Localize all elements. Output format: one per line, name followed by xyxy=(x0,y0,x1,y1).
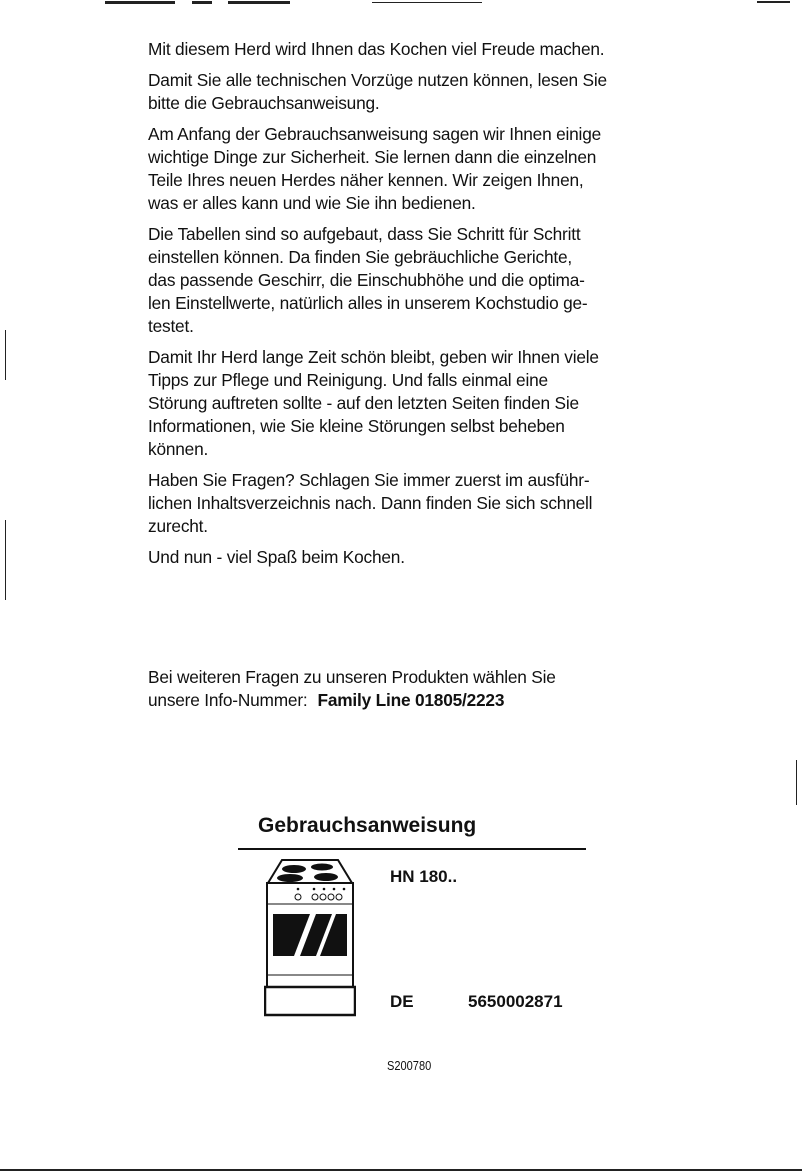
scan-edge-mark xyxy=(105,1,175,4)
contact-line-1: Bei weiteren Fragen zu unseren Produkten wählen Sie xyxy=(148,667,556,687)
country-code: DE xyxy=(390,992,414,1011)
scan-edge-mark xyxy=(757,1,790,3)
intro-paragraph: Mit diesem Herd wird Ihnen das Kochen viel Freude machen. xyxy=(148,39,605,59)
intro-paragraph: Und nun - viel Spaß beim Kochen. xyxy=(148,547,405,567)
scan-edge-mark xyxy=(796,760,797,805)
scan-edge-mark xyxy=(5,330,6,380)
title-rule xyxy=(238,848,586,850)
model-number: HN 180.. xyxy=(390,867,458,886)
intro-text xyxy=(148,38,688,577)
scan-edge-mark xyxy=(372,2,482,3)
contact-info xyxy=(148,666,556,712)
scan-edge-mark xyxy=(192,1,212,4)
intro-paragraph: Haben Sie Fragen? Schlagen Sie immer zuerst im ausführ- lichen Inhaltsverzeichnis nach. Dann finden Sie sich schnell zurecht. xyxy=(148,470,593,536)
stove-illustration-icon xyxy=(264,857,356,1017)
intro-paragraph: Damit Ihr Herd lange Zeit schön bleibt, geben wir Ihnen viele Tipps zur Pflege und Reinigung. Und falls einmal eine Störung auftreten sollte - auf den letzten Seiten finden Sie Informationen, wie Sie kleine Störungen selbst beheben können. xyxy=(148,347,599,459)
intro-paragraph: Die Tabellen sind so aufgebaut, dass Sie Schritt für Schritt einstellen können. Da finden Sie gebräuchliche Gerichte, das passende Geschirr, die Einschubhöhe und die optima- len Einstellwerte, natürlich alles in unserem Kochstudio ge- testet. xyxy=(148,224,588,336)
document-title: Gebrauchsanweisung xyxy=(258,814,477,837)
contact-line-2: unsere Info-Nummer: xyxy=(148,690,308,710)
scan-edge-mark xyxy=(0,1169,802,1171)
scan-edge-mark xyxy=(5,520,6,600)
intro-paragraph: Am Anfang der Gebrauchsanweisung sagen wir Ihnen einige wichtige Dinge zur Sicherheit. Sie lernen dann die einzelnen Teile Ihres neuen Herdes näher kennen. Wir zeigen Ihnen, was er alles kann und wie Sie ihn bedienen. xyxy=(148,124,602,213)
document-code: S200780 xyxy=(387,1058,432,1073)
intro-paragraph: Damit Sie alle technischen Vorzüge nutzen können, lesen Sie bitte die Gebrauchsanweisung. xyxy=(148,70,607,113)
scan-edge-mark xyxy=(228,1,290,4)
hotline-number: Family Line 01805/2223 xyxy=(317,690,505,710)
part-number: 5650002871 xyxy=(468,992,563,1011)
